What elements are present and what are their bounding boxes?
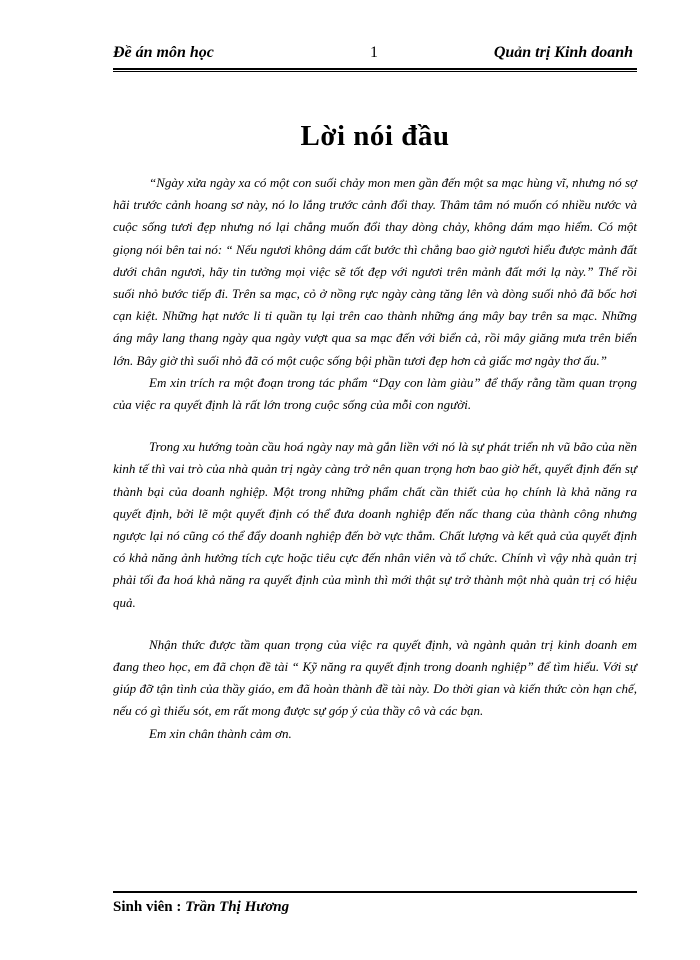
header-divider: [113, 68, 637, 72]
subject-label: Quản trị Kinh doanh: [493, 44, 633, 61]
page-footer: [113, 899, 289, 916]
footer-divider: [113, 891, 637, 893]
paragraph-quote-source: Em xin trích ra một đoạn trong tác phẩm “Dạy con làm giàu” để thấy rằng tầm quan trọng của việc ra quyết định là rất lớn trong cuộc sống của mỗi con người.: [113, 374, 637, 413]
page-title: Lời nói đầu: [300, 120, 450, 152]
course-label: Đề án môn học: [113, 44, 214, 61]
page-number: 1: [370, 44, 378, 61]
student-name: Trần Thị Hương: [185, 899, 290, 915]
paragraph-context: Trong xu hướng toàn cầu hoá ngày nay mà gắn liền với nó là sự phát triển nh vũ bão của nền kinh tế thì vai trò của nhà quản trị ngày càng trở nên quan trọng hơn bao giờ hết, quyết định đến sự thành bại của doanh nghiệp. Một trong những phẩm chất cần thiết của họ chính là khả năng ra quyết định, bởi lẽ một quyết định có thể đưa doanh nghiệp đến nấc thang của thành công nhưng ngược lại nó cũng có thể đẩy doanh nghiệp đến bờ vực thẳm. Chất lượng và kết quả của quyết định có khả năng ảnh hưởng tích cực hoặc tiêu cực đến nhân viên và tổ chức. Chính vì vậy nhà quản trị phải tối đa hoá khả năng ra quyết định của mình thì mới thật sự trở thành một nhà quản trị có hiệu quả.: [113, 439, 637, 610]
paragraph-topic: Nhận thức được tầm quan trọng của việc ra quyết định, và ngành quản trị kinh doanh em đang theo học, em đã chọn đề tài “ Kỹ năng ra quyết định trong doanh nghiệp” để tìm hiểu. Với sự giúp đỡ tận tình của thầy giáo, em đã hoàn thành đề tài này. Do thời gian và kiến thức còn hạn chế, nếu có gì thiếu sót, em rất mong được sự góp ý của thầy cô và các bạn.: [113, 636, 637, 719]
page-header: [113, 44, 637, 66]
paragraph-story: “Ngày xửa ngày xa có một con suối chảy mon men gần đến một sa mạc hùng vĩ, nhưng nó sợ hãi trước cảnh hoang sơ này, nó lo lắng trước cảnh đổi thay. Thâm tâm nó muốn có nhiều nước và cuộc sống tươi đẹp nhưng nó lại chẳng muốn đổi thay dòng chảy, không dám mạo hiểm. Có một giọng nói bên tai nó: “ Nếu ngươi không dám cất bước thì chẳng bao giờ ngươi hiểu được mảnh đất dưới chân ngươi, hãy tin tưởng mọi việc sẽ tốt đẹp với ngươi trên mảnh đất mới lạ này.” Thế rồi suối nhỏ bước tiếp đi. Trên sa mạc, cỏ ở nồng rực ngày càng tăng lên và dòng suối nhỏ đã bốc hơi cạn kiệt. Những hạt nước li ti quần tụ lại trên cao thành những áng mây bay trên sa mạc. Những áng mây lang thang ngày qua ngày vượt qua sa mạc đến với biển cả, rồi mây giăng mưa trên biển lớn. Bây giờ thì suối nhỏ đã có một cuộc sống bội phần tươi đẹp hơn cả giấc mơ ngày thơ ấu.”: [113, 175, 637, 368]
paragraph-thanks: Em xin chân thành cảm ơn.: [149, 725, 292, 741]
document-body: [113, 172, 637, 745]
student-label: Sinh viên :: [113, 899, 186, 915]
